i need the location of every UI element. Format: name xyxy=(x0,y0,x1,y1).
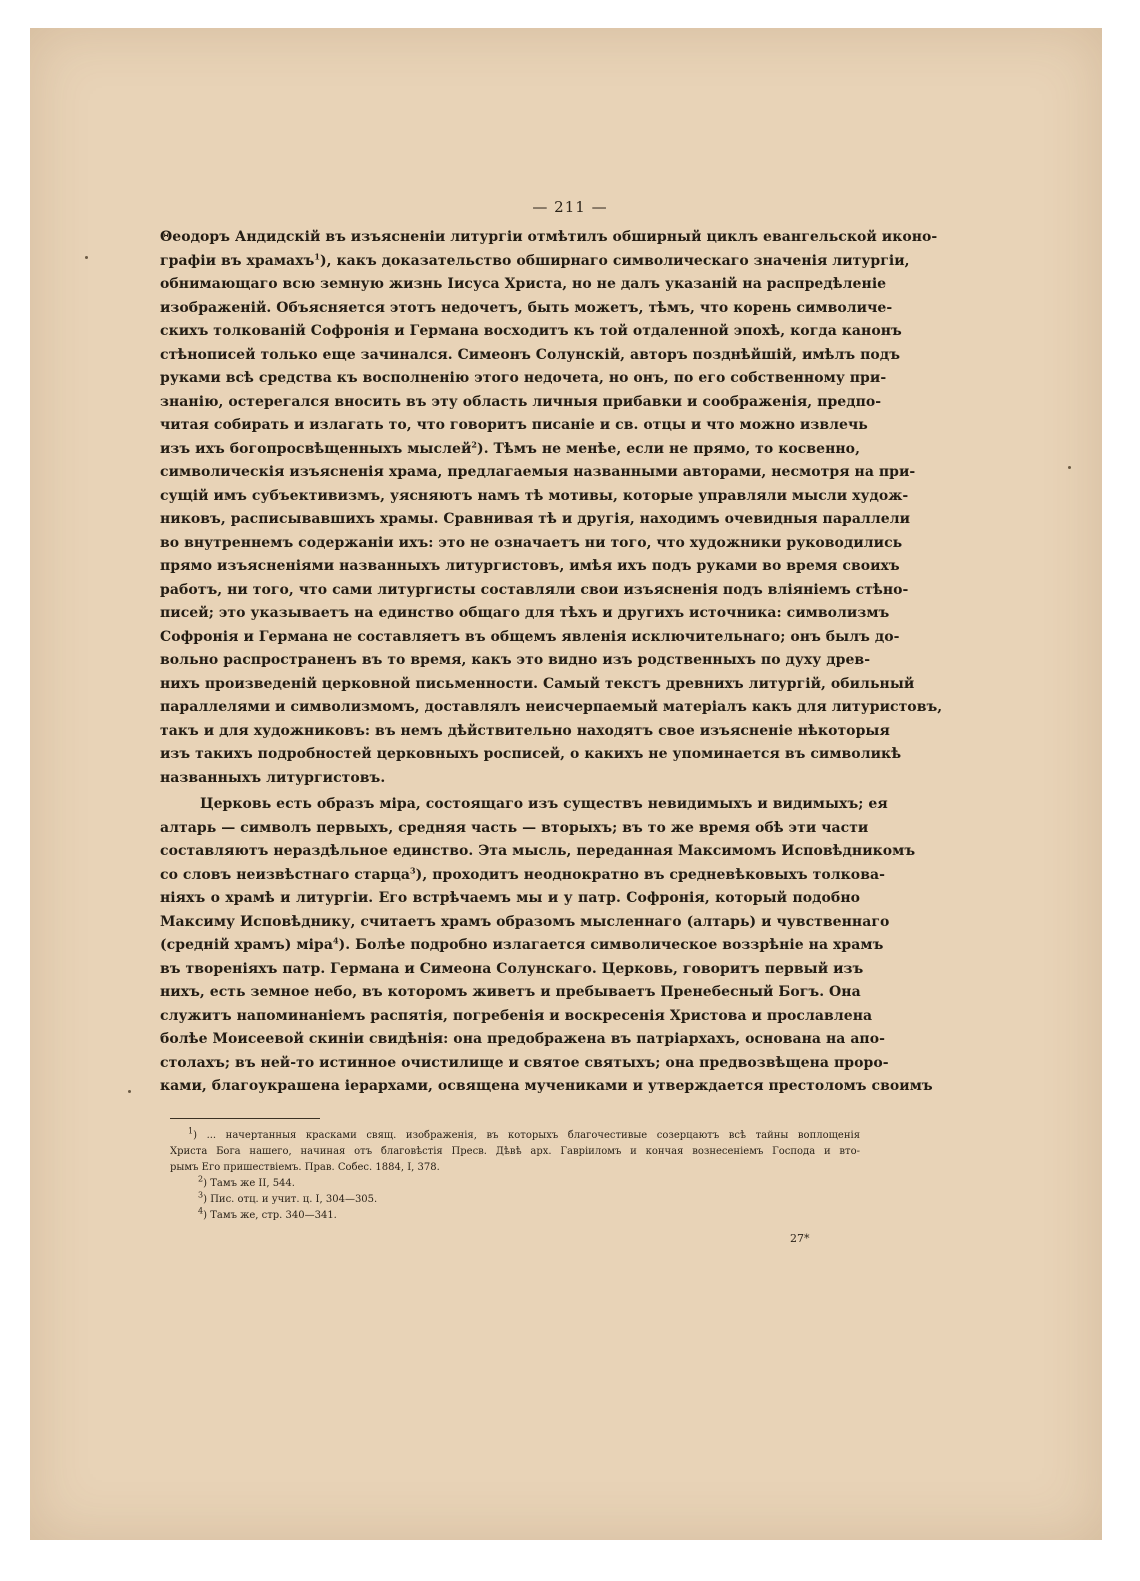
text-line: болѣе Моисеевой скиніи свидѣнія: она предображена въ патріархахъ, основана на апо- xyxy=(160,1031,885,1047)
text-line: изображеній. Объясняется этотъ недочетъ, быть можетъ, тѣмъ, что корень символиче- xyxy=(160,299,893,316)
footnote-1-cont: рымъ Его пришествіемъ. Прав. Собес. 1884, I, 378. xyxy=(170,1162,440,1173)
speck-mark xyxy=(128,1090,131,1093)
text-line: алтарь — символъ первыхъ, средняя часть — вторыхъ; въ то же время обѣ эти части xyxy=(160,819,869,836)
text-line: Максиму Исповѣднику, считаетъ храмъ образомъ мысленнаго (алтарь) и чувственнаго xyxy=(160,913,890,930)
text-line: писей; это указываетъ на единство общаго для тѣхъ и другихъ источника: символизмъ xyxy=(160,605,890,621)
text-line: изъ такихъ подробностей церковныхъ росписей, о какихъ не упоминается въ символикѣ xyxy=(160,746,902,762)
text-line: въ твореніяхъ патр. Германа и Симеона Солунскаго. Церковь, говоритъ первый изъ xyxy=(160,960,864,977)
printer-signature: 27* xyxy=(790,1232,810,1245)
text-line: вольно распространенъ въ то время, какъ это видно изъ родственныхъ по духу древ- xyxy=(160,652,871,668)
text-line: Церковь есть образъ міра, состоящаго изъ существъ невидимыхъ и видимыхъ; ея xyxy=(200,796,888,812)
footnote-divider xyxy=(170,1118,320,1119)
text-line: читая собирать и излагать то, что говоритъ писаніе и св. отцы и что можно извлечь xyxy=(160,417,868,433)
footnote-4: $^4$) Тамъ же, стр. 340—341. xyxy=(198,1206,337,1221)
text-line: составляютъ нераздѣльное единство. Эта мысль, переданная Максимомъ Исповѣдникомъ xyxy=(160,843,916,859)
footnote-ref: 3 xyxy=(410,864,416,875)
body-text xyxy=(160,226,943,1099)
text-line: работъ, ни того, что сами литургисты составляли свои изъясненія подъ вліяніемъ стѣно- xyxy=(160,581,909,598)
text-line: стѣнописей только еще зачинался. Симеонъ Солунскій, авторъ позднѣйшій, имѣлъ подъ xyxy=(160,346,900,363)
text-line: Софронія и Германа не составляетъ въ общемъ явленія исключительнаго; онъ былъ до- xyxy=(160,628,900,645)
text-line: символическія изъясненія храма, предлагаемыя названными авторами, несмотря на при- xyxy=(160,464,916,480)
text-line: прямо изъясненіями названныхъ литургистовъ, имѣя ихъ подъ руками во время своихъ xyxy=(160,558,900,574)
text-line: обнимающаго всю земную жизнь Іисуса Христа, но не далъ указаній на распредѣленіе xyxy=(160,276,887,292)
text-line: названныхъ литургистовъ. xyxy=(160,769,386,786)
footnote-1-cont: Христа Бога нашего, начиная отъ благовѣстія Пресв. Дѣвѣ арх. Гавріиломъ и кончая вознесеніемъ Господа и вто- xyxy=(170,1146,860,1157)
speck-mark xyxy=(85,256,88,259)
text-line: служитъ напоминаніемъ распятія, погребенія и воскресенія Христова и прославлена xyxy=(160,1007,873,1024)
footnote-ref: 1 xyxy=(314,250,320,261)
footnote-1: $^1$) ... начертанныя красками свящ. изображенія, въ которыхъ благочестивые созерцаютъ всѣ тайны воплощенія xyxy=(188,1126,861,1141)
text-line: со словъ неизвѣстнаго старца$^3$), проходитъ неоднократно въ средневѣковыхъ толкова- xyxy=(160,864,885,883)
text-line: графіи въ храмахъ$^1$), какъ доказательство обширнаго символическаго значенія литургіи, xyxy=(160,250,910,269)
text-line: нихъ, есть земное небо, въ которомъ живетъ и пребываетъ Пренебесный Богъ. Она xyxy=(160,984,861,1000)
footnote-ref: 4 xyxy=(332,935,339,946)
footnote-2: $^2$) Тамъ же II, 544. xyxy=(198,1174,295,1189)
text-line: (средній храмъ) міра$^4$). Болѣе подробно излагается символическое воззрѣніе на храмъ xyxy=(160,935,884,953)
text-line: изъ ихъ богопросвѣщенныхъ мыслей$^2$). Тѣмъ не менѣе, если не прямо, то косвенно, xyxy=(160,438,860,457)
page-number: — 211 — xyxy=(532,198,608,216)
text-line: скихъ толкованій Софронія и Германа восходитъ къ той отдаленной эпохѣ, когда канонъ xyxy=(160,323,902,339)
text-line: во внутреннемъ содержаніи ихъ: это не означаетъ ни того, что художники руководились xyxy=(160,534,903,551)
text-line: сущій имъ субъективизмъ, уясняютъ намъ тѣ мотивы, которые управляли мысли худож- xyxy=(160,487,909,504)
speck-mark xyxy=(1068,466,1071,469)
text-line: руками всѣ средства къ восполненію этого недочета, но онъ, по его собственному при- xyxy=(160,370,887,386)
footnotes xyxy=(170,1128,860,1224)
text-line: знанію, остерегался вносить въ эту область личныя прибавки и соображенія, предпо- xyxy=(160,393,882,410)
text-line: столахъ; въ ней-то истинное очистилище и святое святыхъ; она предвозвѣщена проро- xyxy=(160,1054,889,1071)
text-line: такъ и для художниковъ: въ немъ дѣйствительно находятъ свое изъясненіе нѣкоторыя xyxy=(160,722,890,739)
footnote-ref: 2 xyxy=(471,438,478,449)
text-line: ками, благоукрашена іерархами, освящена мучениками и утверждается престоломъ своимъ xyxy=(160,1078,933,1094)
text-line: нихъ произведеній церковной письменности. Самый текстъ древнихъ литургій, обильный xyxy=(160,675,915,692)
text-line: ніяхъ о храмѣ и литургіи. Его встрѣчаемъ мы и у патр. Софронія, который подобно xyxy=(160,890,860,906)
text-line: Θеодоръ Андидскій въ изъясненіи литургіи отмѣтилъ обширный циклъ евангельской иконо- xyxy=(160,229,938,245)
text-line: никовъ, расписывавшихъ храмы. Сравнивая тѣ и другія, находимъ очевидныя параллели xyxy=(160,511,911,527)
text-line: параллелями и символизмомъ, доставлялъ неисчерпаемый матеріалъ какъ для литуристовъ, xyxy=(160,699,943,715)
footnote-3: $^3$) Пис. отц. и учит. ц. I, 304—305. xyxy=(198,1190,378,1205)
